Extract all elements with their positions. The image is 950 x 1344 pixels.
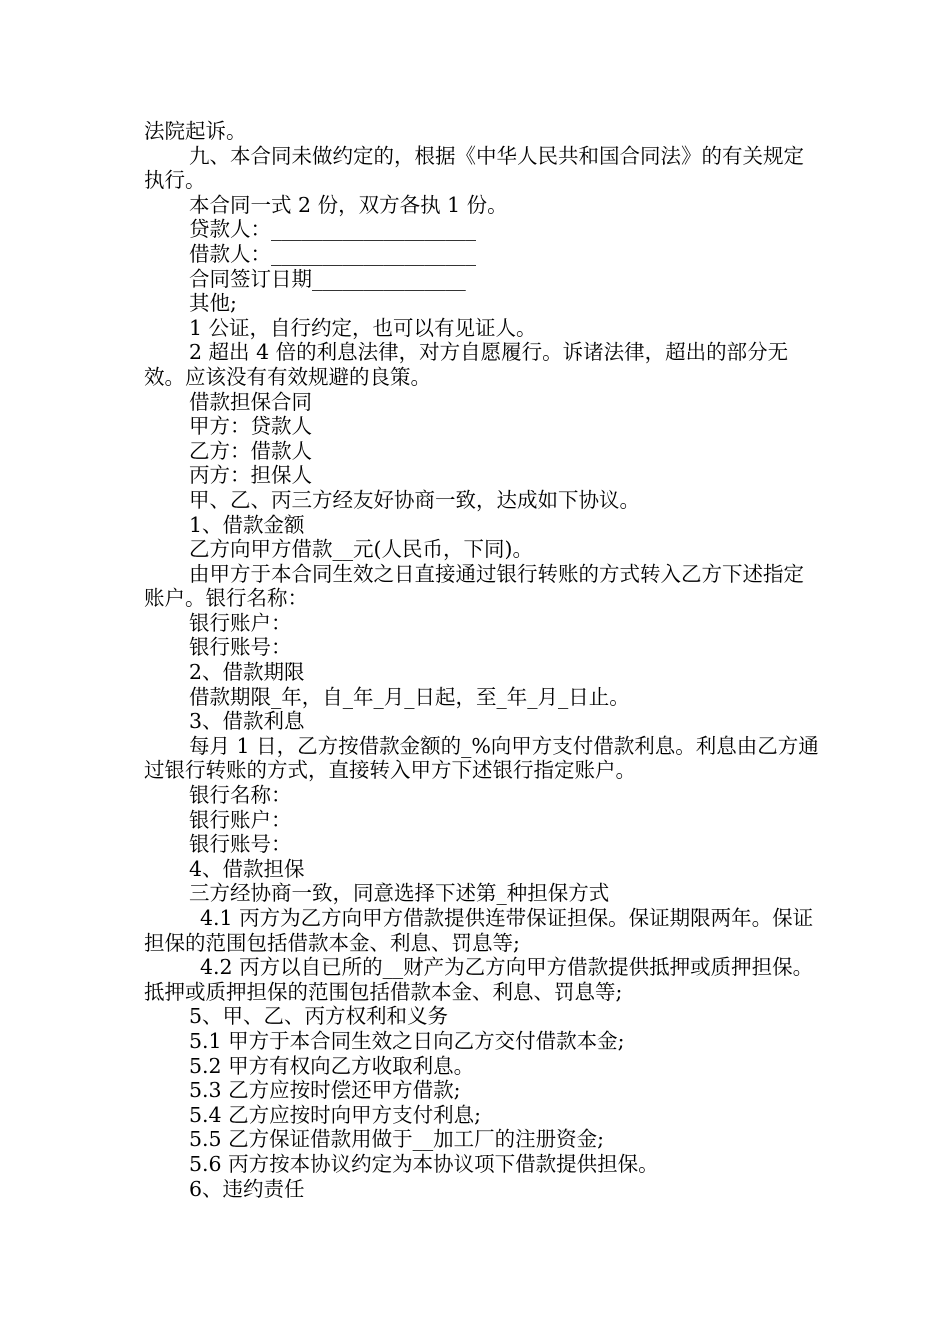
paragraph: 贷款人：____________________ [189,217,476,242]
paragraph: 银行账户： [189,807,292,832]
paragraph: 5.4 乙方应按时向甲方支付利息; [189,1102,482,1127]
paragraph: 5.3 乙方应按时偿还甲方借款; [189,1078,461,1103]
paragraph: 5.2 甲方有权向乙方收取利息。 [189,1053,475,1078]
paragraph: 5.5 乙方保证借款用做于__加工厂的注册资金; [189,1127,605,1152]
paragraph: 九、本合同未做约定的，根据《中华人民共和国合同法》的有关规定执行。 [144,143,804,193]
paragraph: 借款人：____________________ [189,241,476,266]
paragraph: 乙方：借款人 [189,438,312,463]
paragraph: 由甲方于本合同生效之日直接通过银行转账的方式转入乙方下述指定账户。银行名称： [144,561,804,611]
paragraph: 2、借款期限 [189,660,305,685]
paragraph: 4、借款担保 [189,856,305,881]
paragraph: 5、甲、乙、丙方权利和义务 [189,1004,449,1029]
paragraph: 3、借款利息 [189,709,305,734]
paragraph: 6、违约责任 [189,1176,305,1201]
paragraph: 1、借款金额 [189,512,305,537]
paragraph: 乙方向甲方借款__元(人民币，下同)。 [189,537,533,562]
paragraph: 本合同一式 2 份，双方各执 1 份。 [189,192,508,217]
paragraph: 银行账户： [189,610,292,635]
paragraph: 甲、乙、丙三方经友好协商一致，达成如下协议。 [189,487,640,512]
paragraph: 借款担保合同 [189,389,312,414]
paragraph: 1 公证，自行约定，也可以有见证人。 [189,315,537,340]
paragraph: 4.2 丙方以自已所的__财产为乙方向甲方借款提供抵押或质押担保。抵押或质押担保的范围包括借款本金、利息、罚息等; [144,955,814,1004]
paragraph: 银行账号： [189,635,292,660]
paragraph: 2 超出 4 倍的利息法律，对方自愿履行。诉诸法律，超出的部分无效。应该没有有效规避的良策。 [144,340,789,389]
paragraph: 丙方：担保人 [189,463,312,488]
paragraph: 4.1 丙方为乙方向甲方借款提供连带保证担保。保证期限两年。保证担保的范围包括借款本金、利息、罚息等; [144,906,814,955]
paragraph: 银行名称： [189,783,292,808]
document-body [144,119,824,1201]
paragraph: 甲方：贷款人 [189,414,312,439]
paragraph: 三方经协商一致，同意选择下述第_种担保方式 [189,881,610,906]
paragraph: 合同签订日期_______________ [189,266,466,291]
paragraph: 5.1 甲方于本合同生效之日向乙方交付借款本金; [189,1028,625,1053]
paragraph: 其他; [189,291,237,316]
paragraph: 借款期限_年，自_年_月_日起，至_年_月_日止。 [189,684,630,709]
paragraph: 银行账号： [189,832,292,857]
paragraph: 5.6 丙方按本协议约定为本协议项下借款提供担保。 [189,1151,659,1176]
paragraph: 每月 1 日，乙方按借款金额的_%向甲方支付借款利息。利息由乙方通过银行转账的方式，直接转入甲方下述银行指定账户。 [144,733,819,783]
paragraph: 法院起诉。 [144,119,247,143]
